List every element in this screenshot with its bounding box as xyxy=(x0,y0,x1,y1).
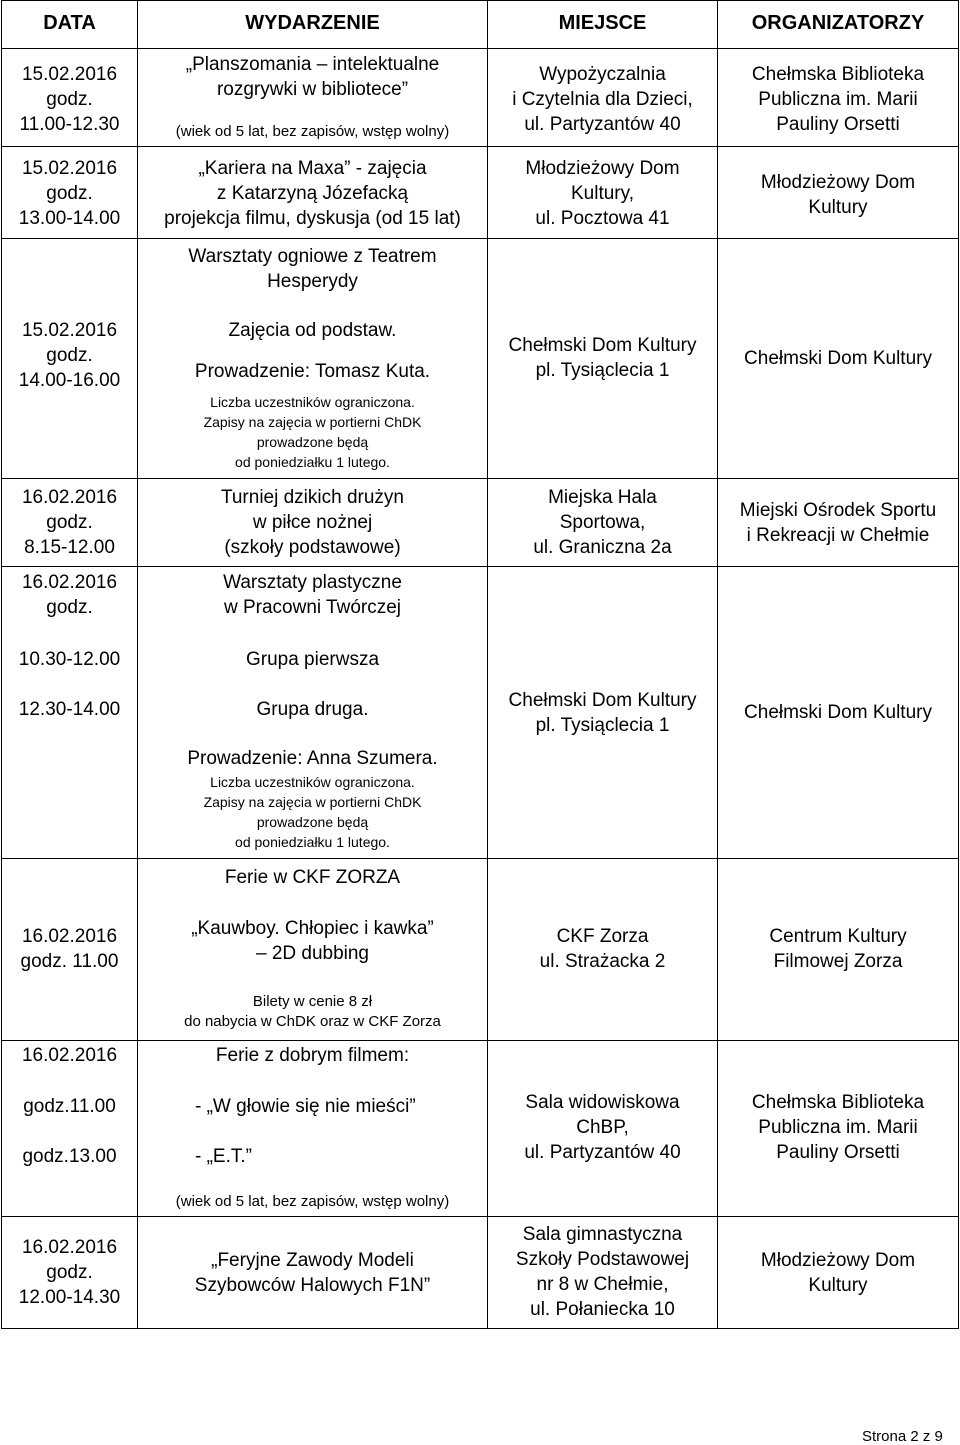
row-place: Sala widowiskowa ChBP, ul. Partyzantów 40 xyxy=(524,1092,681,1163)
row-date: 16.02.2016 xyxy=(21,1045,118,1066)
column-divider xyxy=(958,0,959,1329)
row-organizer: Chełmska Biblioteka Publiczna im. Marii Pauliny Orsetti xyxy=(751,1092,925,1163)
row-time: godz.13.00 xyxy=(22,1146,117,1167)
header-place: MIEJSCE xyxy=(558,12,647,34)
row-note: (wiek od 5 lat, bez zapisów, wstęp wolny) xyxy=(175,123,450,140)
row-details: Liczba uczestników ograniczona. Zapisy na zajęcia w portierni ChDK prowadzone będą od poniedziałku 1 lutego. xyxy=(203,774,422,850)
row-event: „Kariera na Maxa” - zajęcia z Katarzyną Józefacką projekcja filmu, dyskusja (od 15 lat) xyxy=(164,158,461,229)
table-border-bottom xyxy=(1,1328,958,1329)
page-number: Strona 2 z 9 xyxy=(862,1428,943,1445)
row-place: Chełmski Dom Kultury pl. Tysiąclecia 1 xyxy=(508,335,697,381)
row-time: 12.30-14.00 xyxy=(18,699,121,720)
row-title: Ferie w CKF ZORZA xyxy=(224,867,401,888)
header-organizers: ORGANIZATORZY xyxy=(751,12,925,34)
row-place: Chełmski Dom Kultury pl. Tysiąclecia 1 xyxy=(508,690,697,736)
row-date: 16.02.2016 godz. 8.15-12.00 xyxy=(21,487,118,558)
row-details: Liczba uczestników ograniczona. Zapisy na zajęcia w portierni ChDK prowadzone będą od poniedziałku 1 lutego. xyxy=(203,394,422,470)
row-date: 15.02.2016 godz. 13.00-14.00 xyxy=(18,158,121,229)
row-divider xyxy=(1,566,958,567)
row-organizer: Centrum Kultury Filmowej Zorza xyxy=(769,926,907,972)
row-title: Ferie z dobrym filmem: xyxy=(215,1045,410,1066)
row-organizer: Chełmski Dom Kultury xyxy=(744,348,932,369)
row-organizer: Chełmski Dom Kultury xyxy=(744,702,932,723)
header-date: DATA xyxy=(43,12,96,34)
row-title: Warsztaty ogniowe z Teatrem Hesperydy xyxy=(188,246,437,292)
row-organizer: Młodzieżowy Dom Kultury xyxy=(760,172,916,218)
row-divider xyxy=(1,858,958,859)
row-lead: Prowadzenie: Anna Szumera. xyxy=(187,748,438,769)
row-group: Grupa pierwsza xyxy=(245,649,380,670)
row-place: Wypożyczalnia i Czytelnia dla Dzieci, ul. Partyzantów 40 xyxy=(512,64,693,135)
row-note: (wiek od 5 lat, bez zapisów, wstęp wolny) xyxy=(175,1193,450,1210)
row-place: CKF Zorza ul. Strażacka 2 xyxy=(539,926,666,972)
row-place: Młodzieżowy Dom Kultury, ul. Pocztowa 41 xyxy=(525,158,680,229)
row-film: - „W głowie się nie mieści” xyxy=(195,1096,416,1117)
row-divider xyxy=(1,146,958,147)
row-divider xyxy=(1,238,958,239)
row-event: „Planszomania – intelektualne rozgrywki w bibliotece” xyxy=(185,54,440,100)
row-organizer: Miejski Ośrodek Sportu i Rekreacji w Chełmie xyxy=(739,500,937,546)
row-divider xyxy=(1,478,958,479)
row-organizer: Młodzieżowy Dom Kultury xyxy=(760,1250,916,1296)
row-date: 16.02.2016 godz. 11.00 xyxy=(20,926,119,972)
row-film: - „E.T.” xyxy=(195,1146,252,1167)
row-time: godz.11.00 xyxy=(23,1096,116,1117)
row-event: Turniej dzikich drużyn w piłce nożnej (szkoły podstawowe) xyxy=(220,487,405,558)
row-time: 10.30-12.00 xyxy=(18,649,121,670)
row-date: 15.02.2016 godz. 11.00-12.30 xyxy=(19,64,120,135)
row-event: Zajęcia od podstaw. Prowadzenie: Tomasz Kuta. xyxy=(194,320,431,382)
row-date: 15.02.2016 godz. 14.00-16.00 xyxy=(18,320,121,391)
table-border-top xyxy=(1,0,958,1)
row-divider xyxy=(1,1040,958,1041)
row-date: 16.02.2016 godz. 12.00-14.30 xyxy=(18,1237,121,1308)
row-event: Warsztaty plastyczne w Pracowni Twórczej xyxy=(223,572,402,618)
row-place: Miejska Hala Sportowa, ul. Graniczna 2a xyxy=(533,487,672,558)
row-event: „Kauwboy. Chłopiec i kawka” – 2D dubbing xyxy=(191,918,434,964)
row-event: „Feryjne Zawody Modeli Szybowców Halowych F1N” xyxy=(194,1250,431,1296)
row-organizer: Chełmska Biblioteka Publiczna im. Marii Pauliny Orsetti xyxy=(751,64,925,135)
row-date: 16.02.2016 godz. xyxy=(21,572,118,618)
row-divider xyxy=(1,1216,958,1217)
row-divider xyxy=(1,48,958,49)
header-event: WYDARZENIE xyxy=(245,12,380,34)
row-tickets: Bilety w cenie 8 zł do nabycia w ChDK oraz w CKF Zorza xyxy=(184,993,441,1030)
row-group: Grupa druga. xyxy=(256,699,369,720)
row-place: Sala gimnastyczna Szkoły Podstawowej nr 8 w Chełmie, ul. Połaniecka 10 xyxy=(515,1224,690,1320)
